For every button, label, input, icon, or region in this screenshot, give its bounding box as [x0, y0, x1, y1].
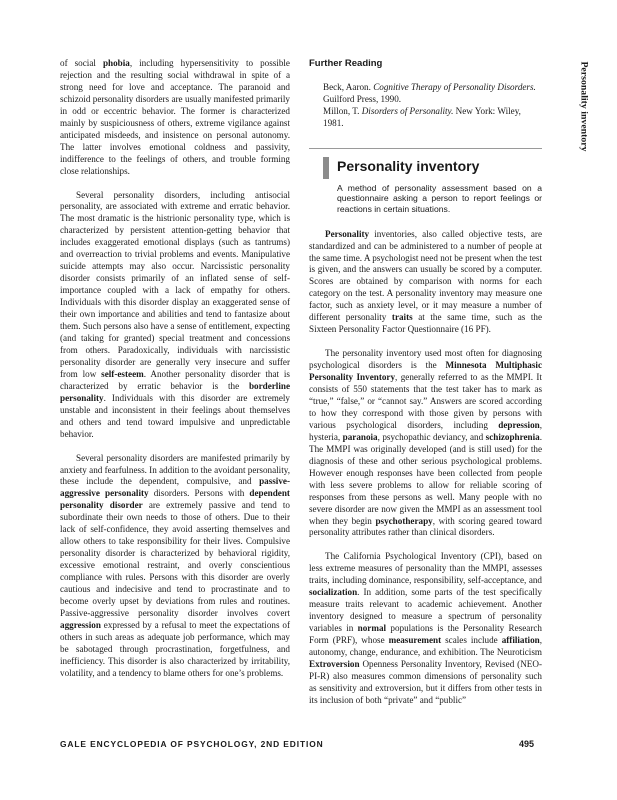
right-column [309, 58, 542, 707]
further-reading-heading: Further Reading [309, 58, 383, 69]
entry-definition: A method of personality assessment based on a questionnaire asking a person to report feelings or reactions in certain situations. [337, 182, 542, 214]
term-personality: Personality [325, 228, 370, 239]
term-depression: depression [498, 419, 540, 430]
term-schizophrenia: schizophrenia [485, 431, 540, 442]
footer-page-number: 495 [519, 739, 535, 749]
left-paragraph-2: Several personality disorders, including antisocial personality, are associated with extreme and erratic behavior. The most dramatic is the histrionic personality type, which is characterized by persistent attention-getting behavior that includes exaggerated emotional displays (such as tantrums) and overreaction to trivial problems and events. Manipulative suicide attempts may also occur. Narcissistic personality disorder consists primarily of an inflated sense of self-importance coupled with a lack of empathy for others. Individuals with this disorder display an exaggerated sense of their own importance and abilities and tend to fantasize about them. Such persons also have a sense of entitlement, expecting (and taking for granted) special treatment and concessions from others. Paradoxically, individuals with narcissistic personality disorder are generally very insecure and suffer from low self-esteem. Another personality disorder that is characterized by erratic behavior is the borderline personality. Individuals with this disorder are extremely unstable and inconsistent in their feelings about themselves and others and tend toward impulsive and unpredictable behavior. [60, 189, 290, 439]
left-paragraph-3: Several personality disorders are manifested primarily by anxiety and fearfulness. In addition to the avoidant personality, these include the dependent, compulsive, and passive-aggressive personality disorders. Persons with dependent personality disorder are extremely passive and tend to subordinate their own needs to those of others. Due to their lack of self-confidence, they avoid asserting themselves and allow others to take responsibility for their lives. Compulsive personality disorder is characterized by behavioral rigidity, excessive emotional restraint, and overly conscientious compliance with rules. Persons with this disorder are overly cautious and indecisive and tend to procrastinate and to become overly upset by deviations from rules and routines. Passive-aggressive personality disorder involves covert aggression expressed by a refusal to meet the expectations of others in such areas as adequate job performance, which may be sabotaged through procrastination, forgetfulness, and inefficiency. This disorder is also characterized by irritability, volatility, and a tendency to blame others for one’s problems. [60, 452, 290, 678]
right-paragraph-1: Personality inventories, also called objective tests, are standardized and can be administered to a number of people at the same time. A psychologist need not be present when the test is given, and the answers can usually be scored by a computer. Scores are obtained by comparison with norms for each category on the test. A personality inventory may measure one factor, such as anxiety level, or it may measure a number of different personality traits at the same time, such as the Sixteen Personality Factor Questionnaire (16 PF). [309, 228, 542, 335]
term-phobia: phobia [102, 58, 130, 68]
term-paranoia: paranoia [342, 431, 378, 442]
right-paragraph-3: The California Psychological Inventory (CPI), based on less extreme measures of personality than the MMPI, assesses traits, including dominance, responsibility, self-acceptance, and socialization. In addition, some parts of the test specifically measure traits relevant to academic achievement. Another inventory designed to measure a spectrum of personality variables in normal populations is the Personality Research Form (PRF), whose measurement scales include affiliation, autonomy, change, endurance, and exhibition. The Neuroticism Extroversion Openness Personality Inventory, Revised (NEO-PI-R) also measures common dimensions of personality such as sensitivity and extroversion, but it differs from other tests in its inclusion of both “private” and “public” [309, 551, 542, 705]
reference-item: Millon, T. Disorders of Personality. New York: Wiley, 1981. [323, 105, 521, 128]
left-column [60, 58, 290, 680]
right-paragraph-2: The personality inventory used most often for diagnosing psychological disorders is the Minnesota Multiphasic Personality Inventory, generally referred to as the MMPI. It consists of 550 statements that the test taker has to mark as “true,” “false,” or “cannot say.” Answers are scored according to how they correspond with those given by persons with various psychological disorders, including depression, hysteria, paranoia, psychopathic deviancy, and schizophrenia. The MMPI was originally developed (and is still used) for the diagnosis of these and other serious psychological problems. However enough responses have been collected from people with less severe problems to allow for reliable scoring of responses from these persons as well. Many people with no severe disorder are now given the MMPI as an assessment tool when they begin psychotherapy, with scoring geared toward personality attributes rather than clinical disorders. [309, 348, 543, 538]
entry-header [309, 148, 542, 215]
term-socialization: socialization [309, 587, 358, 598]
term-passive-aggressive: passive-aggressive personality [60, 476, 290, 499]
entry-marker-bar [323, 157, 329, 179]
footer-book-title: GALE ENCYCLOPEDIA OF PSYCHOLOGY, 2ND EDITION [60, 739, 324, 749]
term-measurement: measurement [388, 635, 442, 646]
term-affiliation: affiliation [501, 635, 540, 646]
term-normal: normal [357, 623, 387, 634]
term-traits: traits [391, 312, 413, 323]
term-aggression: aggression [60, 619, 101, 630]
entry-title: Personality inventory [337, 157, 480, 174]
term-mmpi: Minnesota Multiphasic Personality Inventory [309, 360, 542, 383]
side-tab-label: Personality inventory [578, 61, 590, 152]
term-borderline-personality: borderline personality [60, 380, 290, 403]
term-dependent-personality: dependent personality disorder [60, 488, 290, 511]
reference-item: Beck, Aaron. Cognitive Therapy of Personality Disorders. Guilford Press, 1990. [323, 82, 536, 104]
side-tab [574, 56, 590, 166]
term-extroversion: Extroversion [309, 659, 360, 669]
left-paragraph-1: of social phobia, including hypersensitivity to possible rejection and the resulting social withdrawal in spite of a strong need for love and acceptance. The paranoid and schizoid personality disorders are usually manifested primarily in odd or eccentric behavior. The former is characterized mainly by suspiciousness of others, extreme vigilance against anticipated misdeeds, and insistence on personal autonomy. The latter involves emotional coldness and passivity, indifference to the feelings of others, and trouble forming close relationships. [60, 58, 290, 176]
term-psychotherapy: psychotherapy [375, 515, 433, 526]
term-self-esteem: self-esteem [101, 368, 144, 379]
